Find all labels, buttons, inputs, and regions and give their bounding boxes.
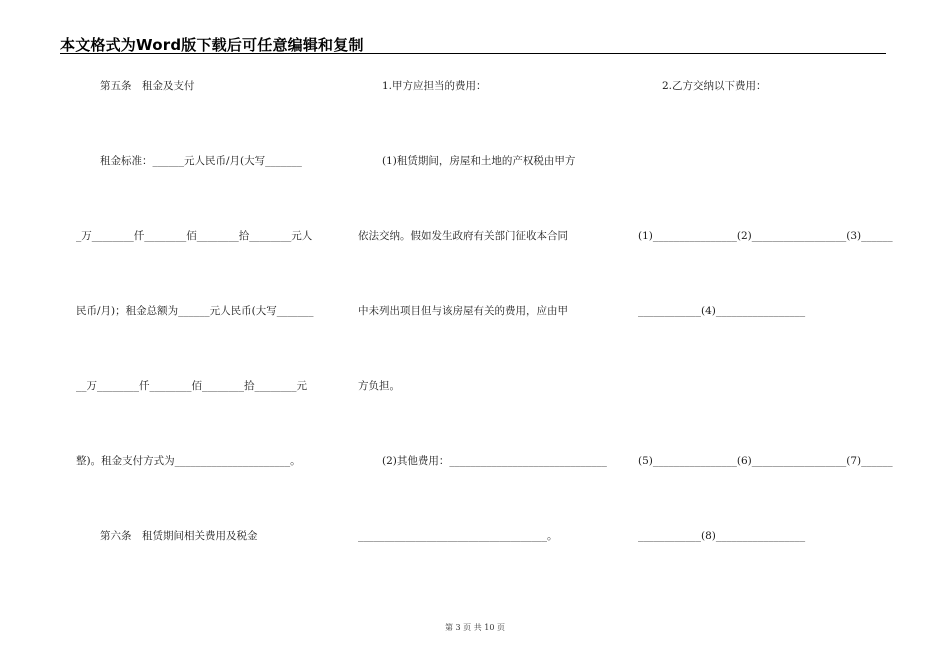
left-text-line: 民币/月)；租金总额为______元人民币(大写_______ <box>76 305 314 317</box>
right-text-line: ____________(4)_________________ <box>638 305 806 317</box>
left-text-line: _万________仟________佰________拾________元人 <box>76 230 313 242</box>
article-6-heading: 第六条 租赁期间相关费用及税金 <box>100 530 258 542</box>
middle-text-line: 依法交纳。假如发生政府有关部门征收本合同 <box>358 230 568 242</box>
middle-text-line: (1)租赁期间，房屋和土地的产权税由甲方 <box>382 155 576 167</box>
right-text-line: (5)________________(6)__________________(7)______ <box>638 455 893 467</box>
middle-text-line: 1.甲方应担当的费用： <box>382 80 487 92</box>
left-text-line: __万________仟________佰________拾________元 <box>76 380 307 392</box>
middle-text-line: 方负担。 <box>358 380 400 392</box>
header-divider <box>60 53 886 54</box>
middle-text-line: ____________________________________。 <box>358 530 558 542</box>
article-5-heading: 第五条 租金及支付 <box>100 80 195 92</box>
middle-text-line: 中未列出项目但与该房屋有关的费用，应由甲 <box>358 305 568 317</box>
right-text-line: 2.乙方交纳以下费用： <box>662 80 767 92</box>
right-text-line: ____________(8)_________________ <box>638 530 806 542</box>
document-header-title: 本文格式为Word版下载后可任意编辑和复制 <box>60 36 364 54</box>
middle-text-line: (2)其他费用：______________________________ <box>382 455 607 467</box>
left-text-line: 整)。租金支付方式为______________________。 <box>76 455 301 467</box>
left-text-line: 租金标准：______元人民币/月(大写_______ <box>100 155 302 167</box>
right-text-line: (1)________________(2)__________________(3)______ <box>638 230 893 242</box>
page-number-footer: 第 3 页 共 10 页 <box>445 623 505 632</box>
